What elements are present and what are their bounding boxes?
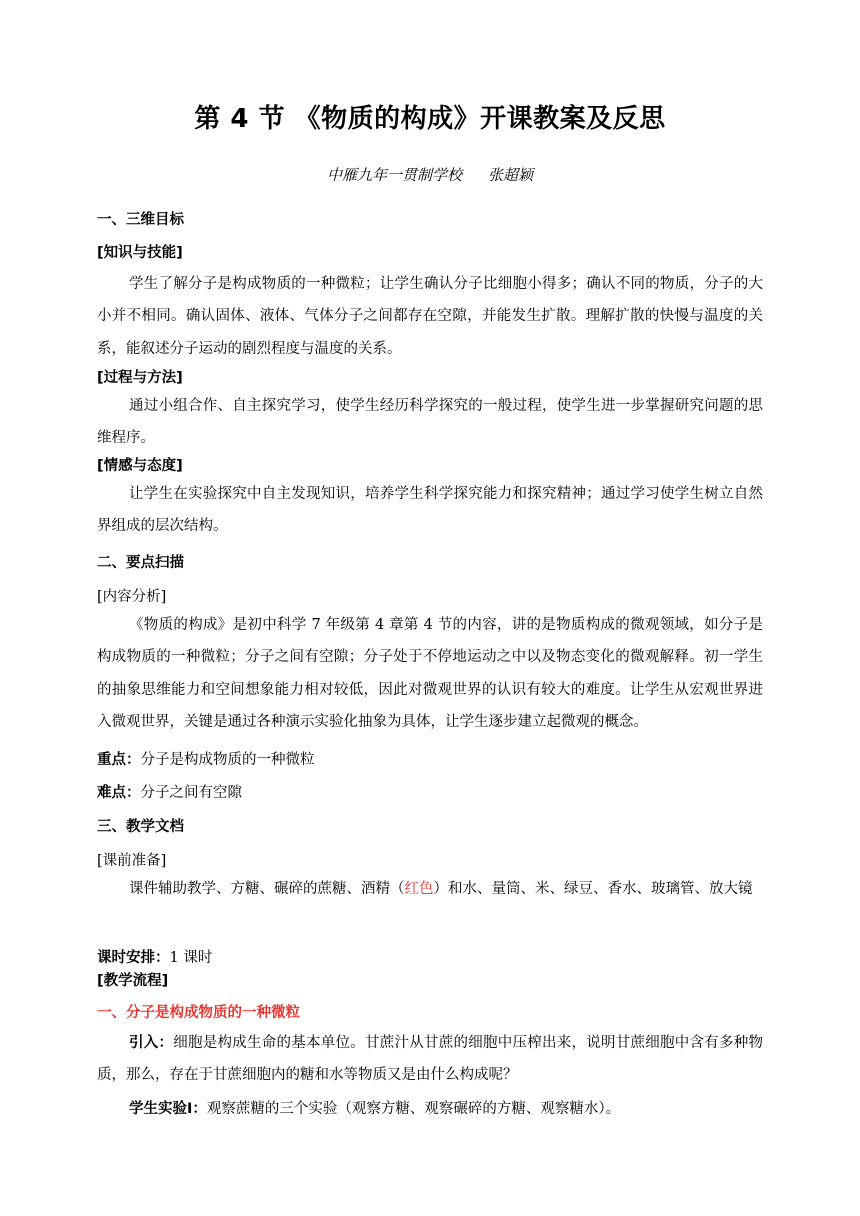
author-school: 中雁九年一贯制学校 <box>326 166 462 184</box>
schedule-line <box>97 946 212 967</box>
difficulty-line <box>97 781 242 802</box>
author-name: 张超颖 <box>488 166 534 184</box>
experiment-label: 学生实验Ⅰ： <box>129 1101 207 1117</box>
document-title: 第 4 节 《物质的构成》开课教案及反思 <box>194 104 666 134</box>
process-text: 通过小组合作、自主探究学习，使学生经历科学探究的一般过程，使学生进一步掌握研究问题的思维程序。 <box>97 398 763 447</box>
author-line <box>0 164 860 185</box>
knowledge-text: 学生了解分子是构成物质的一种微粒；让学生确认分子比细胞小得多；确认不同的物质，分子的大小并不相同。确认固体、液体、气体分子之间都存在空隙，并能发生扩散。理解扩散的快慢与温度的关系，能叙述分子运动的剧烈程度与温度的关系。 <box>97 276 763 357</box>
flow-label: [教学流程] <box>97 973 169 989</box>
prep-text-after: ）和水、量筒、米、绿豆、香水、玻璃管、放大镜 <box>433 881 753 897</box>
key-point-text: 分子是构成物质的一种微粒 <box>140 752 315 768</box>
section-heading-goals: 一、三维目标 <box>97 212 184 228</box>
prep-text-before: 课件辅助教学、方糖、碾碎的蔗糖、酒精（ <box>129 881 405 897</box>
intro-label: 引入： <box>129 1035 174 1051</box>
intro-text: 细胞是构成生命的基本单位。甘蔗汁从甘蔗的细胞中压榨出来，说明甘蔗细胞中含有多种物质，那么，存在于甘蔗细胞内的糖和水等物质又是由什么构成呢？ <box>97 1035 763 1084</box>
schedule-text: 1 课时 <box>169 950 213 966</box>
key-point-label: 重点： <box>97 752 141 768</box>
process-label: [过程与方法] <box>97 370 183 386</box>
experiment-text: 观察蔗糖的三个实验（观察方糖、观察碾碎的方糖、观察糖水）。 <box>206 1101 621 1117</box>
prep-text-red: 红色 <box>404 881 434 897</box>
difficulty-label: 难点： <box>97 785 141 801</box>
intro-paragraph <box>97 1027 763 1092</box>
schedule-label: 课时安排： <box>97 950 170 966</box>
knowledge-label: [知识与技能] <box>97 245 183 261</box>
emotion-label: [情感与态度] <box>97 458 183 474</box>
part1-heading: 一、分子是构成物质的一种微粒 <box>97 1005 300 1021</box>
experiment-paragraph <box>97 1093 763 1125</box>
content-analysis-label: [内容分析] <box>97 589 167 605</box>
prep-label: [课前准备] <box>97 853 167 869</box>
prep-text <box>97 873 763 905</box>
section-heading-docs: 三、教学文档 <box>97 819 184 835</box>
content-analysis-text: 《物质的构成》是初中科学 7 年级第 4 章第 4 节的内容，讲的是物质构成的微观领域，如分子是构成物质的一种微粒；分子之间有空隙；分子处于不停地运动之中以及物态变化的微观解释。初一学生的抽象思维能力和空间想象能力相对较低，因此对微观世界的认识有较大的难度。让学生从宏观世界进入微观世界，关键是通过各种演示实验化抽象为具体，让学生逐步建立起微观的概念。 <box>97 617 763 730</box>
emotion-text: 让学生在实验探究中自主发现知识，培养学生科学探究能力和探究精神；通过学习使学生树立自然界组成的层次结构。 <box>97 486 763 535</box>
key-point-line <box>97 748 315 769</box>
difficulty-text: 分子之间有空隙 <box>140 785 242 801</box>
section-heading-points: 二、要点扫描 <box>97 555 184 571</box>
